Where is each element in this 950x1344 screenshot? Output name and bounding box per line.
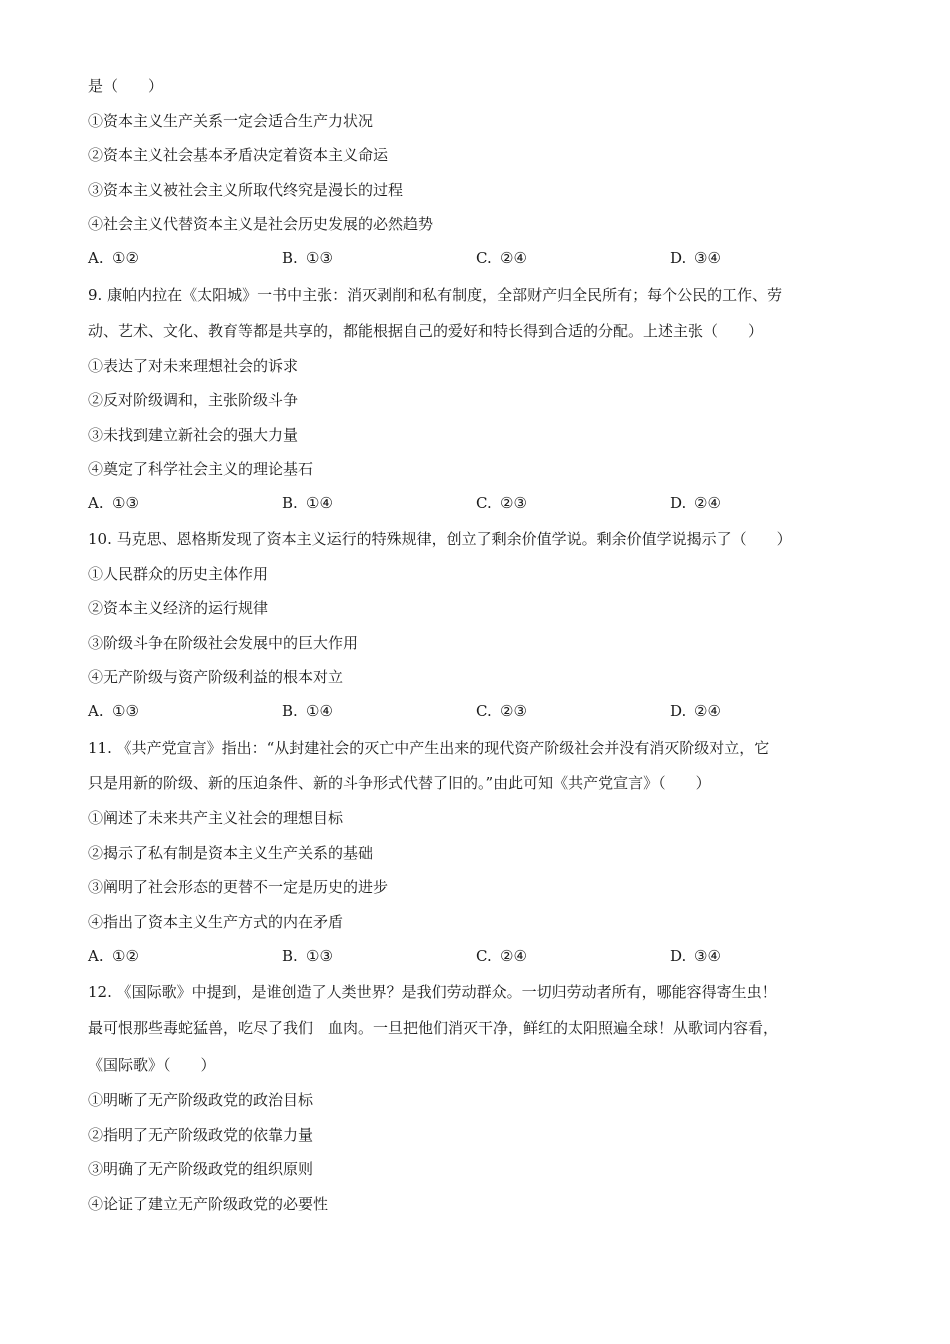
q8-option-b[interactable]: B. ①③ (282, 249, 333, 267)
q11-option-a[interactable]: A. ①② (88, 947, 139, 965)
q11-statement-1: ①阐述了未来共产主义社会的理想目标 (88, 809, 344, 827)
q11-statement-2: ②揭示了私有制是资本主义生产关系的基础 (88, 844, 374, 862)
q11-option-c[interactable]: C. ②④ (476, 947, 527, 965)
q9-stem-line1: 9. 康帕内拉在《太阳城》一书中主张：消灭剥削和私有制度，全部财产归全民所有；每个公民的工作、劳 (88, 286, 783, 304)
q9-option-c[interactable]: C. ②③ (476, 494, 527, 512)
q10-options (88, 701, 868, 721)
q12-statement-3: ③明确了无产阶级政党的组织原则 (88, 1160, 314, 1178)
q11-options (88, 946, 868, 966)
q9-option-b[interactable]: B. ①④ (282, 494, 333, 512)
q8-statement-1: ①资本主义生产关系一定会适合生产力状况 (88, 112, 374, 130)
q12-statement-1: ①明晰了无产阶级政党的政治目标 (88, 1091, 314, 1109)
q11-stem-line2: 只是用新的阶级、新的压迫条件、新的斗争形式代替了旧的。”由此可知《共产党宣言》（ ） (88, 774, 711, 792)
q11-statement-4: ④指出了资本主义生产方式的内在矛盾 (88, 913, 344, 931)
q8-option-d[interactable]: D. ③④ (670, 249, 721, 267)
q10-option-c[interactable]: C. ②③ (476, 702, 527, 720)
q10-statement-2: ②资本主义经济的运行规律 (88, 599, 269, 617)
q9-options (88, 493, 868, 513)
q10-option-a[interactable]: A. ①③ (88, 702, 139, 720)
q11-stem-line1: 11. 《共产党宣言》指出：“从封建社会的灭亡中产生出来的现代资产阶级社会并没有消灭阶级对立，它 (88, 739, 770, 757)
q10-stem-line1: 10. 马克思、恩格斯发现了资本主义运行的特殊规律，创立了剩余价值学说。剩余价值学说揭示了（ ） (88, 530, 792, 548)
q9-stem-line2: 动、艺术、文化、教育等都是共享的，都能根据自己的爱好和特长得到合适的分配。上述主张（ ） (88, 322, 764, 340)
q10-option-b[interactable]: B. ①④ (282, 702, 333, 720)
q8-statement-2: ②资本主义社会基本矛盾决定着资本主义命运 (88, 146, 389, 164)
q9-statement-4: ④奠定了科学社会主义的理论基石 (88, 460, 314, 478)
q9-statement-1: ①表达了对未来理想社会的诉求 (88, 357, 299, 375)
q8-options (88, 248, 868, 268)
q10-statement-3: ③阶级斗争在阶级社会发展中的巨大作用 (88, 634, 359, 652)
q9-statement-2: ②反对阶级调和，主张阶级斗争 (88, 391, 299, 409)
q8-stem-tail: 是（ ） (88, 77, 164, 95)
q11-statement-3: ③阐明了社会形态的更替不一定是历史的进步 (88, 878, 389, 896)
q10-statement-1: ①人民群众的历史主体作用 (88, 565, 269, 583)
q12-stem-line1: 12. 《国际歌》中提到，是谁创造了人类世界？是我们劳动群众。一切归劳动者所有，哪能容得寄生虫！ (88, 983, 777, 1001)
q12-stem-line2: 最可恨那些毒蛇猛兽，吃尽了我们 血肉。一旦把他们消灭干净，鲜红的太阳照遍全球！从歌词内容看， (88, 1019, 779, 1037)
q8-option-a[interactable]: A. ①② (88, 249, 139, 267)
q12-statement-4: ④论证了建立无产阶级政党的必要性 (88, 1195, 329, 1213)
q8-option-c[interactable]: C. ②④ (476, 249, 527, 267)
q8-statement-3: ③资本主义被社会主义所取代终究是漫长的过程 (88, 181, 404, 199)
q11-option-d[interactable]: D. ③④ (670, 947, 721, 965)
q9-option-d[interactable]: D. ②④ (670, 494, 721, 512)
q11-option-b[interactable]: B. ①③ (282, 947, 333, 965)
q10-option-d[interactable]: D. ②④ (670, 702, 721, 720)
q8-statement-4: ④社会主义代替资本主义是社会历史发展的必然趋势 (88, 215, 434, 233)
q12-stem-line3: 《国际歌》（ ） (88, 1056, 216, 1074)
q9-statement-3: ③未找到建立新社会的强大力量 (88, 426, 299, 444)
q12-statement-2: ②指明了无产阶级政党的依靠力量 (88, 1126, 314, 1144)
q10-statement-4: ④无产阶级与资产阶级利益的根本对立 (88, 668, 344, 686)
q9-option-a[interactable]: A. ①③ (88, 494, 139, 512)
